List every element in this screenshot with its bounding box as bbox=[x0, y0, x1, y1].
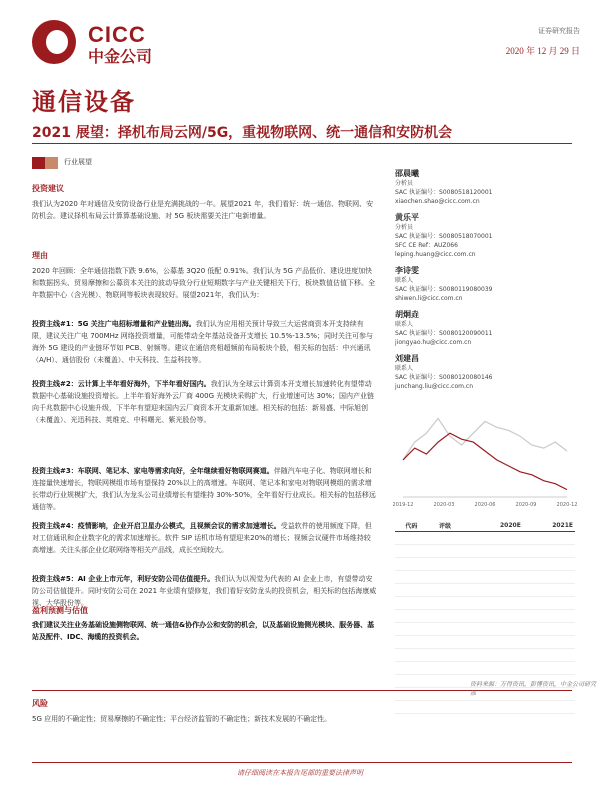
table-cell bbox=[395, 623, 403, 636]
title-divider bbox=[32, 143, 572, 144]
legal-footer: 请仔细阅读在本报告尾部的重要法律声明 bbox=[237, 769, 363, 777]
analyst-cert: SAC 执证编号：S0080518120001 bbox=[395, 189, 493, 196]
series-line-1 bbox=[403, 418, 567, 460]
table-cell bbox=[403, 675, 437, 688]
point-2-text: 我们认为全球云计算资本开支增长加速转化有望带动数据中心基础设施投资增长。上半年看好海外云厂商 400G 光模块采购扩大，行业增速可达 30%；国内产业链向千兆数据中心设施升级，下半年有望迎来国内云厂商资本开支重新加速。相关标的包括：新易盛、中际旭创（未覆盖）、光迅科技、英维克、中科曙光、紫光股份等。 bbox=[32, 380, 375, 424]
table-cell bbox=[471, 636, 523, 649]
point-5-lead: 投资主线#5：AI 企业上市元年，利好安防公司估值提升。 bbox=[32, 575, 215, 583]
table-cell bbox=[523, 623, 575, 636]
table-header: 代码 bbox=[403, 520, 437, 532]
table-cell bbox=[437, 675, 471, 688]
analyst-role: 联系人 bbox=[395, 321, 414, 328]
table-cell bbox=[437, 636, 471, 649]
x-tick-label: 2020-09 bbox=[515, 502, 537, 508]
table-header-row bbox=[395, 520, 575, 532]
analyst-role: 联系人 bbox=[395, 277, 414, 284]
table-cell bbox=[437, 701, 471, 714]
analyst-card bbox=[395, 212, 575, 259]
invest-heading: 投资建议 bbox=[32, 184, 64, 193]
table-cell bbox=[395, 662, 403, 675]
table-cell bbox=[437, 623, 471, 636]
analyst-name: 李诗雯 bbox=[395, 266, 419, 275]
table-row bbox=[395, 662, 575, 675]
table-cell bbox=[437, 584, 471, 597]
valuation-heading: 盈利预测与估值 bbox=[32, 606, 88, 615]
analyst-list bbox=[395, 168, 575, 397]
analyst-role: 分析员 bbox=[395, 224, 414, 231]
x-tick-label: 2020-03 bbox=[433, 502, 455, 508]
table-row bbox=[395, 623, 575, 636]
report-title: 2021 展望：择机布局云网/5G，重视物联网、统一通信和安防机会 bbox=[32, 125, 453, 141]
table-cell bbox=[523, 662, 575, 675]
analyst-name: 黄乐平 bbox=[395, 213, 419, 222]
analyst-card bbox=[395, 353, 575, 391]
table-cell bbox=[395, 571, 403, 584]
table-cell bbox=[523, 597, 575, 610]
table-cell bbox=[403, 636, 437, 649]
risk-text: 5G 应用的不确定性；贸易摩擦的不确定性；平台经济监管的不确定性；新技术发展的不确定性。 bbox=[32, 715, 332, 723]
report-date: 2020 年 12 月 29 日 bbox=[505, 46, 580, 56]
analyst-cert: SAC 执证编号：S0080119080039 bbox=[395, 286, 493, 293]
cicc-logo-icon bbox=[32, 20, 76, 64]
table-cell bbox=[395, 636, 403, 649]
reason-intro: 2020 年回顾：全年通信指数下跌 9.6%，公募基 3Q20 低配 0.91%。我们认为 5G 产品低价、建设进度加快和数据拐头、贸易摩擦和公募资本关注的波动导致分行业短期数字与产业关键相关下行，板块数值估值下移。全年数据中心（含光模）、物联网等板块表现较好。展望2021年，我们认为： bbox=[32, 267, 375, 299]
table-cell bbox=[471, 532, 523, 545]
analyst-cert: SAC 执证编号：S0080120080146 bbox=[395, 374, 493, 381]
table-cell bbox=[403, 597, 437, 610]
table-cell bbox=[471, 545, 523, 558]
performance-chart bbox=[392, 405, 578, 515]
table-cell bbox=[403, 558, 437, 571]
analyst-name: 邵晨曦 bbox=[395, 169, 419, 178]
series-line-2 bbox=[403, 433, 567, 489]
point-4 bbox=[32, 520, 377, 556]
table-cell bbox=[395, 649, 403, 662]
x-tick-label: 2019-12 bbox=[392, 502, 414, 508]
table-cell bbox=[403, 532, 437, 545]
table-cell bbox=[523, 545, 575, 558]
point-1-lead: 投资主线#1：5G 关注广电招标增量和产业链出海。 bbox=[32, 320, 196, 328]
table-cell bbox=[395, 584, 403, 597]
table-cell bbox=[437, 545, 471, 558]
table-cell bbox=[471, 571, 523, 584]
table-row bbox=[395, 532, 575, 545]
table-cell bbox=[523, 532, 575, 545]
table-cell bbox=[395, 532, 403, 545]
table-cell bbox=[403, 701, 437, 714]
table-cell bbox=[523, 571, 575, 584]
analyst-card bbox=[395, 265, 575, 303]
table-cell bbox=[523, 701, 575, 714]
analyst-role: 分析员 bbox=[395, 180, 414, 187]
table-cell bbox=[403, 623, 437, 636]
brand-en: CICC bbox=[88, 22, 146, 47]
point-5-text: 我们认为以视觉为代表的 AI 企业上市，有望带动安防公司估值提升。同时安防公司在 2021 年业绩有望修复，我们看好安防龙头的投资机会，相关标的包括海康威视、大华股份等。 bbox=[32, 575, 377, 607]
analyst-sfc: SFC CE Ref：AUZ066 bbox=[395, 242, 458, 249]
point-5 bbox=[32, 573, 377, 609]
point-3-text: 伴随汽车电子化、物联网增长和连接量快速增长，物联网模组市场有望保持 20%以上的高增速。车联网、笔记本和家电对物联网模组的需求增长带动行业规模扩大，我们认为龙头公司业绩增长有望维持 30%-50%，全年看好行业成长。相关标的包括移远通信等。 bbox=[32, 467, 376, 511]
point-3-lead: 投资主线#3：车联网、笔记本、家电等需求向好，全年继续看好物联网赛道。 bbox=[32, 467, 274, 475]
report-tag: 行业展望 bbox=[64, 158, 92, 166]
point-4-lead: 投资主线#4：疫情影响，企业开启卫星办公模式，且视频会议的需求加速增长。 bbox=[32, 522, 281, 530]
analyst-email[interactable]: junchang.liu@cicc.com.cn bbox=[395, 383, 473, 390]
analyst-cert: SAC 执证编号：S0080518070001 bbox=[395, 233, 493, 240]
table-cell bbox=[471, 597, 523, 610]
table-cell bbox=[395, 610, 403, 623]
reason-heading: 理由 bbox=[32, 251, 48, 260]
table-cell bbox=[403, 545, 437, 558]
table-row bbox=[395, 584, 575, 597]
table-cell bbox=[471, 558, 523, 571]
table-cell bbox=[437, 532, 471, 545]
table-cell bbox=[403, 610, 437, 623]
table-cell bbox=[471, 701, 523, 714]
table-cell bbox=[523, 584, 575, 597]
table-header bbox=[395, 520, 403, 532]
analyst-email[interactable]: xiaochen.shao@cicc.com.cn bbox=[395, 198, 480, 205]
table-cell bbox=[437, 571, 471, 584]
x-tick-label: 2020-12 bbox=[556, 502, 578, 508]
tag-icon bbox=[32, 157, 58, 169]
table-cell bbox=[395, 701, 403, 714]
analyst-name: 刘建昌 bbox=[395, 354, 419, 363]
analyst-email[interactable]: jiongyao.hu@cicc.com.cn bbox=[395, 339, 472, 346]
table-header: 2020E bbox=[471, 520, 523, 532]
invest-text: 我们认为2020 年对通信及安防设备行业是充满挑战的一年。展望2021 年，我们看好：统一通信、物联网、安防机会。建议择机布局云计算算基础设施、对 5G 板块需要关注广电新增量。 bbox=[32, 200, 374, 220]
analyst-email[interactable]: shiwen.li@cicc.com.cn bbox=[395, 295, 463, 302]
table-cell bbox=[471, 649, 523, 662]
table-cell bbox=[437, 662, 471, 675]
table-cell bbox=[395, 688, 403, 701]
analyst-card bbox=[395, 309, 575, 347]
table-cell bbox=[403, 688, 437, 701]
analyst-role: 联系人 bbox=[395, 365, 414, 372]
table-cell bbox=[471, 623, 523, 636]
point-3 bbox=[32, 465, 377, 513]
analyst-email[interactable]: leping.huang@cicc.com.cn bbox=[395, 251, 476, 258]
valuation-text: 我们建议关注业务基础设施侧物联网、统一通信&协作办公和安防的机会，以及基础设施侧光模块、服务器、基站及配件、IDC、海缆的投资机会。 bbox=[32, 621, 375, 641]
table-cell bbox=[523, 636, 575, 649]
table-row bbox=[395, 649, 575, 662]
table-cell bbox=[471, 610, 523, 623]
report-type: 证券研究报告 bbox=[538, 27, 580, 35]
table-cell bbox=[523, 610, 575, 623]
analyst-card bbox=[395, 168, 575, 206]
table-row bbox=[395, 636, 575, 649]
point-1 bbox=[32, 318, 377, 366]
analyst-name: 胡炯垚 bbox=[395, 310, 419, 319]
analyst-cert: SAC 执证编号：S0080120090011 bbox=[395, 330, 493, 337]
table-cell bbox=[437, 649, 471, 662]
table-cell bbox=[395, 597, 403, 610]
point-2-lead: 投资主线#2：云计算上半年看好海外，下半年看好国内。 bbox=[32, 380, 211, 388]
table-cell bbox=[437, 688, 471, 701]
table-row bbox=[395, 545, 575, 558]
table-cell bbox=[395, 558, 403, 571]
table-header: 评级 bbox=[437, 520, 471, 532]
table-cell bbox=[403, 649, 437, 662]
table-cell bbox=[437, 597, 471, 610]
point-4-text: 受益软件的使用频度下降，但对工信通讯和企业数字化的需求加速增长。软件 SIP 话机市场有望迎来20%的增长；视频会议硬件市场维持较高增速。关注头部企业亿联网络等相关产品线，成长空间较大。 bbox=[32, 522, 372, 554]
table-cell bbox=[395, 545, 403, 558]
table-cell bbox=[403, 571, 437, 584]
table-cell bbox=[471, 584, 523, 597]
footer-divider bbox=[32, 762, 572, 763]
table-cell bbox=[523, 649, 575, 662]
brand-cn: 中金公司 bbox=[88, 47, 153, 66]
chart-source-note: 资料来源：万得资讯，彭博资讯，中金公司研究部 bbox=[470, 681, 597, 697]
table-cell bbox=[471, 662, 523, 675]
table-cell bbox=[437, 610, 471, 623]
table-cell bbox=[403, 662, 437, 675]
table-cell bbox=[395, 675, 403, 688]
table-cell bbox=[437, 558, 471, 571]
table-row bbox=[395, 610, 575, 623]
table-cell bbox=[523, 558, 575, 571]
industry-title: 通信设备 bbox=[32, 88, 136, 116]
table-row bbox=[395, 597, 575, 610]
table-row bbox=[395, 701, 575, 714]
point-2 bbox=[32, 378, 377, 426]
table-header: 2021E bbox=[523, 520, 575, 532]
risk-heading: 风险 bbox=[32, 699, 48, 708]
table-row bbox=[395, 571, 575, 584]
table-row bbox=[395, 558, 575, 571]
point-1-text: 我们认为应用相关预计导致三大运营商资本开支持续有限，建议关注广电 700MHz 网络投资增量，可能带动全年基站设备开支增长 10.5%-13.5%；同时关注可参与海外 5G 建设的产业链环节如 PCB、射频等。建议在通信亮相超频前布局板块个股，相关标的包括：中兴通讯（A/H）、通信股份（未覆盖）、中天科技、生益科技等。 bbox=[32, 320, 374, 364]
table-cell bbox=[403, 584, 437, 597]
x-tick-label: 2020-06 bbox=[474, 502, 496, 508]
